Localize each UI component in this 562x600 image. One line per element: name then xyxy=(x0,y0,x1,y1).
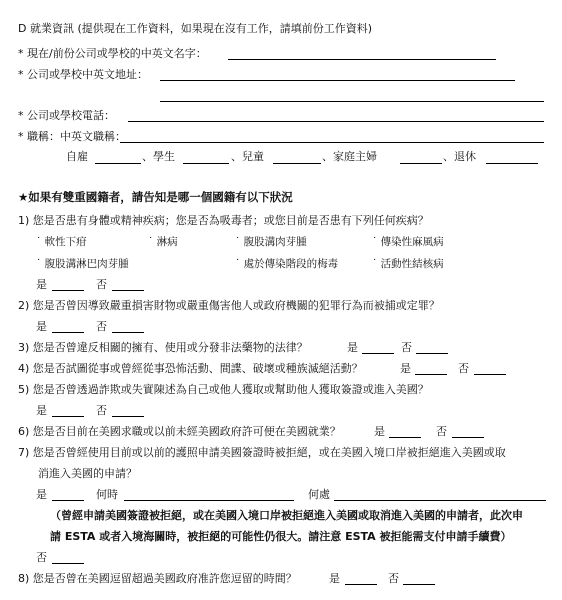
q6-no-label: 否 xyxy=(436,425,447,438)
q2-yes-label: 是 xyxy=(36,320,47,333)
disease-label: 活動性結核病 xyxy=(380,258,444,270)
company-address-label: * 公司或學校中英文地址： xyxy=(18,68,148,81)
occupation-self-employed-field[interactable] xyxy=(95,163,141,164)
q7-yes-label: 是 xyxy=(36,488,47,501)
q5-no-field[interactable] xyxy=(112,416,144,417)
disease-bullet: ˙ xyxy=(235,258,241,270)
q2-no-field[interactable] xyxy=(112,332,144,333)
q2-text: 2) 您是否曾因導致嚴重損害財物或嚴重傷害他人或政府機關的犯罪行為而被捕或定罪？ xyxy=(18,299,440,312)
q5-text: 5) 您是否曾透過詐欺或失實陳述為自己或他人獲取或幫助他人獲取簽證或進入美國？ xyxy=(18,383,429,396)
q7-no-field[interactable] xyxy=(52,563,84,564)
q1-yes-field[interactable] xyxy=(52,290,84,291)
disease-label: 傳染性麻風病 xyxy=(380,236,444,248)
occupation-retired-field[interactable] xyxy=(486,163,538,164)
company-phone-field[interactable] xyxy=(128,121,544,122)
job-title-field[interactable] xyxy=(120,142,544,143)
disease-item xyxy=(372,236,444,249)
q6-text: 6) 您是否目前在美國求職或以前未經美國政府許可便在美國就業？ xyxy=(18,425,341,438)
q3-text: 3) 您是否曾違反相關的擁有、使用或分發非法藥物的法律？ xyxy=(18,341,308,354)
company-name-label: * 現在/前份公司或學校的中英文名字： xyxy=(18,47,207,60)
company-phone-label: * 公司或學校電話： xyxy=(18,109,115,122)
disease-item xyxy=(235,258,338,271)
q6-no-field[interactable] xyxy=(452,437,484,438)
q2-no-label: 否 xyxy=(96,320,107,333)
q2-yes-field[interactable] xyxy=(52,332,84,333)
occupation-child: 、兒童 xyxy=(231,150,264,163)
company-name-field[interactable] xyxy=(228,59,496,60)
q7-when-field[interactable] xyxy=(124,500,294,501)
q7-text-line2: 消進入美國的申請？ xyxy=(38,467,137,480)
disease-label: 淋病 xyxy=(156,236,178,248)
q7-text-line1: 7) 您是否曾經使用目前或以前的護照申請美國簽證時被拒絕，或在美國入境口岸被拒絕進入美國或取 xyxy=(18,446,506,459)
q8-no-field[interactable] xyxy=(403,584,435,585)
q8-text: 8) 您是否曾在美國逗留超過美國政府准許您逗留的時間？ xyxy=(18,572,297,585)
occupation-homemaker: 、家庭主婦 xyxy=(322,150,377,163)
q5-yes-label: 是 xyxy=(36,404,47,417)
occupation-retired: 、退休 xyxy=(443,150,476,163)
disease-bullet: ˙ xyxy=(36,258,42,270)
q1-no-field[interactable] xyxy=(112,290,144,291)
q5-no-label: 否 xyxy=(96,404,107,417)
disease-label: 軟性下疳 xyxy=(44,236,87,248)
q7-note-line1: （曾經申請美國簽證被拒絕，或在美國入境口岸被拒絕進入美國或取消進入美國的申請者，此次申 xyxy=(50,509,523,522)
q4-yes-field[interactable] xyxy=(415,374,447,375)
disease-label: 腹股溝淋巴肉芽腫 xyxy=(44,258,129,270)
disease-label: 處於傳染階段的梅毒 xyxy=(243,258,339,270)
disease-item xyxy=(36,258,129,271)
employment-header: D 就業資訊 (提供現在工作資料，如果現在沒有工作，請填前份工作資料) xyxy=(18,22,373,35)
disease-label: 腹股溝肉芽腫 xyxy=(243,236,307,248)
disease-item xyxy=(148,236,178,249)
occupation-student-field[interactable] xyxy=(183,163,229,164)
occupation-child-field[interactable] xyxy=(273,163,321,164)
disease-bullet: ˙ xyxy=(235,236,241,248)
q4-yes-label: 是 xyxy=(400,362,411,375)
q7-reason-field[interactable] xyxy=(334,500,546,501)
disease-bullet: ˙ xyxy=(36,236,42,248)
company-address-field-2[interactable] xyxy=(160,101,544,102)
q8-no-label: 否 xyxy=(388,572,399,585)
dual-nationality-title: ★如果有雙重國籍者，請告知是哪一個國籍有以下狀況 xyxy=(18,190,293,204)
disease-bullet: ˙ xyxy=(148,236,154,248)
q7-yes-field[interactable] xyxy=(52,500,84,501)
company-address-field[interactable] xyxy=(160,80,515,81)
q4-no-label: 否 xyxy=(458,362,469,375)
occupation-student: 、學生 xyxy=(142,150,175,163)
q7-when-label: 何時 xyxy=(96,488,118,501)
q8-yes-field[interactable] xyxy=(345,584,377,585)
q3-yes-label: 是 xyxy=(347,341,358,354)
q3-no-field[interactable] xyxy=(416,353,448,354)
q4-no-field[interactable] xyxy=(474,374,506,375)
q4-text: 4) 您是否試圖從事或曾經從事恐怖活動、間諜、破壞或種族滅絕活動？ xyxy=(18,362,363,375)
q7-no-label: 否 xyxy=(36,551,47,564)
q3-no-label: 否 xyxy=(401,341,412,354)
disease-bullet: ˙ xyxy=(372,258,378,270)
disease-item xyxy=(372,258,444,271)
q3-yes-field[interactable] xyxy=(362,353,394,354)
disease-item xyxy=(235,236,307,249)
q7-note-line2: 請 ESTA 或者入境海關時，被拒絕的可能性仍很大。請注意 ESTA 被拒能需支付申請手續費） xyxy=(50,530,512,543)
q8-yes-label: 是 xyxy=(329,572,340,585)
job-title-label: * 職稱：中英文職稱： xyxy=(18,130,126,143)
q1-text: 1) 您是否患有身體或精神疾病；您是否為吸毒者；或您目前是否患有下列任何疾病？ xyxy=(18,214,429,227)
q1-yes-label: 是 xyxy=(36,278,47,291)
occupation-self-employed: 自雇 xyxy=(66,150,88,163)
q7-reason-label: 何處 xyxy=(308,488,330,501)
q6-yes-label: 是 xyxy=(374,425,385,438)
q6-yes-field[interactable] xyxy=(389,437,421,438)
disease-bullet: ˙ xyxy=(372,236,378,248)
q5-yes-field[interactable] xyxy=(52,416,84,417)
q1-no-label: 否 xyxy=(96,278,107,291)
occupation-homemaker-field[interactable] xyxy=(400,163,442,164)
disease-item xyxy=(36,236,87,249)
